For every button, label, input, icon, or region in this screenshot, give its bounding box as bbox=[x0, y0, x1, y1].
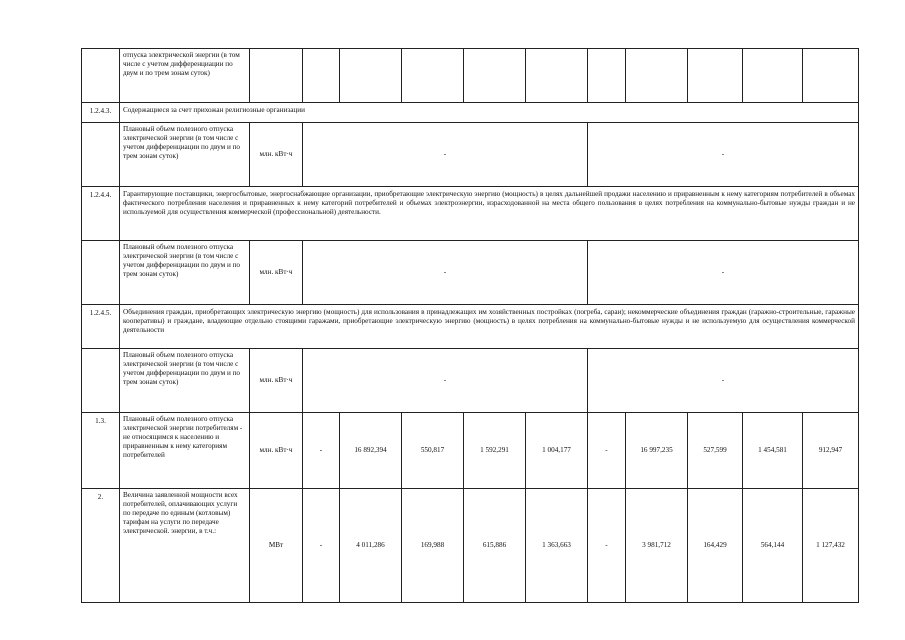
description-cell: Плановый объем полезного отпуска электрической энергии потребителям - не относящимся к населению и приравненным к нему категориям потребителей bbox=[120, 413, 250, 489]
table-row bbox=[82, 241, 859, 305]
value-cell bbox=[402, 49, 464, 103]
merged-value-cell: - bbox=[588, 123, 859, 187]
section-title: Объединения граждан, приобретающих электрическую энергию (мощность) для использования в принадлежащих им хозяйственных постройках (погреба, сараи); некоммерческие объединения граждан (гаражно-строительные, гаражные кооперативы) и граждане, владеющие отдельно стоящими гаражами, приобретающие электрическую энергию (мощность) в целях потребления на коммунально-бытовые нужды и не используемую для осуществления коммерческой деятельности bbox=[120, 305, 859, 349]
section-code: 1.2.4.4. bbox=[82, 187, 120, 241]
code-cell bbox=[82, 349, 120, 413]
value-cell: - bbox=[588, 413, 626, 489]
value-cell bbox=[340, 49, 402, 103]
value-cell: - bbox=[303, 489, 340, 603]
value-cell bbox=[743, 49, 803, 103]
value-cell: 1 363,663 bbox=[526, 489, 588, 603]
section-title: Гарантирующие поставщики, энергосбытовые, энергоснабжающие организации, приобретающие электрическую энергию (мощность) в целях дальнейшей продажи населению и приравненным к нему категориям потребителей в объемах фактического потребления населения и приравненных к нему категорий потребителей и объемах электроэнергии, израсходованной на места общего пользования в целях потребления на коммунально-бытовые нужды граждан и не используемой для осуществления коммерческой (профессиональной) деятельности. bbox=[120, 187, 859, 241]
description-cell: Плановый объем полезного отпуска электрической энергии (в том числе с учетом дифференциации по двум и по трем зонам суток) bbox=[120, 241, 250, 305]
value-cell bbox=[626, 49, 688, 103]
value-cell: 550,817 bbox=[402, 413, 464, 489]
value-cell: - bbox=[303, 413, 340, 489]
merged-value-cell: - bbox=[303, 241, 588, 305]
table-row bbox=[82, 49, 859, 103]
table-row bbox=[82, 123, 859, 187]
value-cell: 527,599 bbox=[688, 413, 743, 489]
code-cell bbox=[82, 49, 120, 103]
value-cell: 1 004,177 bbox=[526, 413, 588, 489]
value-cell: - bbox=[588, 489, 626, 603]
section-code: 1.2.4.3. bbox=[82, 103, 120, 123]
unit-cell: МВт bbox=[250, 489, 303, 603]
unit-cell: млн. кВт·ч bbox=[250, 123, 303, 187]
section-header-row bbox=[82, 305, 859, 349]
section-header-row bbox=[82, 103, 859, 123]
value-cell: 1 127,432 bbox=[803, 489, 859, 603]
value-cell: 16 997,235 bbox=[626, 413, 688, 489]
code-cell bbox=[82, 123, 120, 187]
description-cell: Плановый объем полезного отпуска электрической энергии (в том числе с учетом дифференциации по двум и по трем зонам суток) bbox=[120, 349, 250, 413]
description-cell: отпуска электрической энергии (в том числе с учетом дифференциации по двум и по трем зонам суток) bbox=[120, 49, 250, 103]
tariff-volume-table bbox=[81, 48, 859, 603]
value-cell bbox=[526, 49, 588, 103]
value-cell bbox=[803, 49, 859, 103]
merged-value-cell: - bbox=[303, 349, 588, 413]
value-cell: 615,886 bbox=[464, 489, 526, 603]
unit-cell: млн. кВт·ч bbox=[250, 241, 303, 305]
value-cell bbox=[464, 49, 526, 103]
description-cell: Плановый объем полезного отпуска электрической энергии (в том числе с учетом дифференциации по двум и по трем зонам суток) bbox=[120, 123, 250, 187]
section-code: 1.2.4.5. bbox=[82, 305, 120, 349]
table-row bbox=[82, 349, 859, 413]
table-row bbox=[82, 413, 859, 489]
unit-cell: млн. кВт·ч bbox=[250, 413, 303, 489]
value-cell: 169,988 bbox=[402, 489, 464, 603]
value-cell bbox=[303, 49, 340, 103]
value-cell: 4 011,286 bbox=[340, 489, 402, 603]
section-header-row bbox=[82, 187, 859, 241]
table-row bbox=[82, 489, 859, 603]
row-code: 2. bbox=[82, 489, 120, 603]
value-cell bbox=[688, 49, 743, 103]
value-cell bbox=[588, 49, 626, 103]
unit-cell: млн. кВт·ч bbox=[250, 349, 303, 413]
unit-cell bbox=[250, 49, 303, 103]
value-cell: 564,144 bbox=[743, 489, 803, 603]
section-title: Содержащиеся за счет прихожан религиозные организации bbox=[120, 103, 859, 123]
value-cell: 912,947 bbox=[803, 413, 859, 489]
value-cell: 16 892,394 bbox=[340, 413, 402, 489]
merged-value-cell: - bbox=[303, 123, 588, 187]
merged-value-cell: - bbox=[588, 241, 859, 305]
merged-value-cell: - bbox=[588, 349, 859, 413]
value-cell: 3 981,712 bbox=[626, 489, 688, 603]
code-cell bbox=[82, 241, 120, 305]
value-cell: 164,429 bbox=[688, 489, 743, 603]
row-code: 1.3. bbox=[82, 413, 120, 489]
value-cell: 1 592,291 bbox=[464, 413, 526, 489]
description-cell: Величина заявленной мощности всех потребителей, оплачивающих услуги по передаче по единым (котловым) тарифам на услуги по передаче электрической. энергии, в т.ч.: bbox=[120, 489, 250, 603]
value-cell: 1 454,581 bbox=[743, 413, 803, 489]
